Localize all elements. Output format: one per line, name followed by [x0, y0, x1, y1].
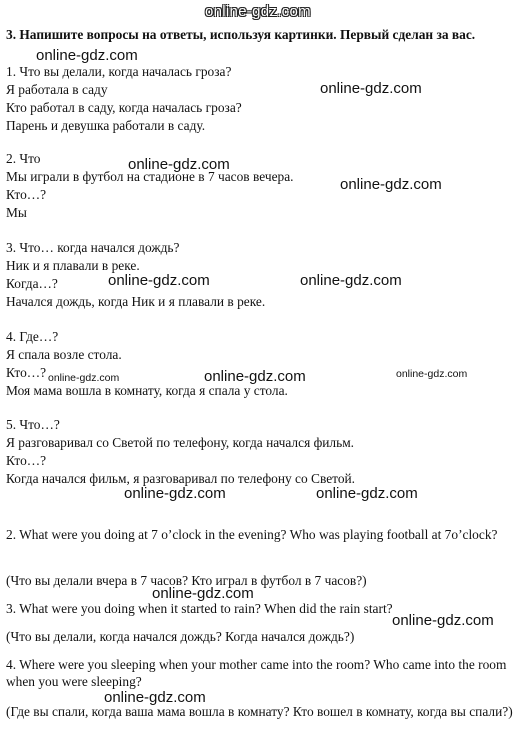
- watermark: online-gdz.com: [300, 272, 402, 289]
- ex2-answer: Мы играли в футбол на стадионе в 7 часов вечера.: [6, 169, 294, 184]
- ex3-answer: Ник и я плавали в реке.: [6, 258, 140, 273]
- ex1-question: 1. Что вы делали, когда началась гроза?: [6, 64, 232, 79]
- ex3-answer-2: Начался дождь, когда Ник и я плавали в реке.: [6, 294, 266, 309]
- watermark: online-gdz.com: [108, 272, 210, 289]
- answer-3-ru: (Что вы делали, когда начался дождь? Когда начался дождь?): [6, 629, 355, 644]
- ex3-question: 3. Что… когда начался дождь?: [6, 240, 180, 255]
- exercise-heading: 3. Напишите вопросы на ответы, используя картинки. Первый сделан за вас.: [6, 27, 476, 42]
- ex1-answer: Я работала в саду: [6, 82, 108, 97]
- watermark: online-gdz.com: [316, 485, 418, 502]
- watermark: online-gdz.com: [320, 80, 422, 97]
- answer-4-ru: (Где вы спали, когда ваша мама вошла в комнату? Кто вошел в комнату, когда вы спали?): [6, 704, 513, 719]
- watermark: online-gdz.com: [48, 372, 120, 384]
- watermark-top: online-gdz.com: [205, 3, 311, 20]
- ex1-answer-2: Парень и девушка работали в саду.: [6, 118, 206, 133]
- watermark: online-gdz.com: [128, 156, 230, 173]
- watermark: online-gdz.com: [396, 368, 468, 380]
- ex4-question: 4. Где…?: [6, 329, 59, 344]
- answer-4-en: 4. Where were you sleeping when your mother came into the room? Who came into the room when you were sleeping?: [6, 657, 507, 689]
- answer-2-en: 2. What were you doing at 7 o’clock in the evening? Who was playing football at 7o’clock?: [6, 527, 498, 542]
- watermark: online-gdz.com: [392, 612, 494, 629]
- ex2-answer-2: Мы: [6, 205, 27, 220]
- watermark: online-gdz.com: [124, 485, 226, 502]
- ex5-question-2: Кто…?: [6, 453, 47, 468]
- ex3-question-2: Когда…?: [6, 276, 58, 291]
- ex5-answer: Я разговаривал со Светой по телефону, когда начался фильм.: [6, 435, 355, 450]
- watermark: online-gdz.com: [36, 47, 138, 64]
- ex4-answer: Я спала возле стола.: [6, 347, 122, 362]
- ex5-question: 5. Что…?: [6, 417, 60, 432]
- ex5-answer-2: Когда начался фильм, я разговаривал по телефону со Светой.: [6, 471, 356, 486]
- watermark: online-gdz.com: [340, 176, 442, 193]
- ex1-question-2: Кто работал в саду, когда началась гроза?: [6, 100, 242, 115]
- ex4-question-2: Кто…?: [6, 365, 47, 380]
- watermark: online-gdz.com: [104, 689, 206, 706]
- answer-2-ru: (Что вы делали вчера в 7 часов? Кто играл в футбол в 7 часов?): [6, 573, 367, 588]
- ex2-question-2: Кто…?: [6, 187, 47, 202]
- answer-3-en: 3. What were you doing when it started to rain? When did the rain start?: [6, 601, 393, 616]
- ex2-question: 2. Что: [6, 151, 41, 166]
- watermark: online-gdz.com: [152, 585, 254, 602]
- ex4-answer-2: Моя мама вошла в комнату, когда я спала у стола.: [6, 383, 288, 398]
- watermark: online-gdz.com: [204, 368, 306, 385]
